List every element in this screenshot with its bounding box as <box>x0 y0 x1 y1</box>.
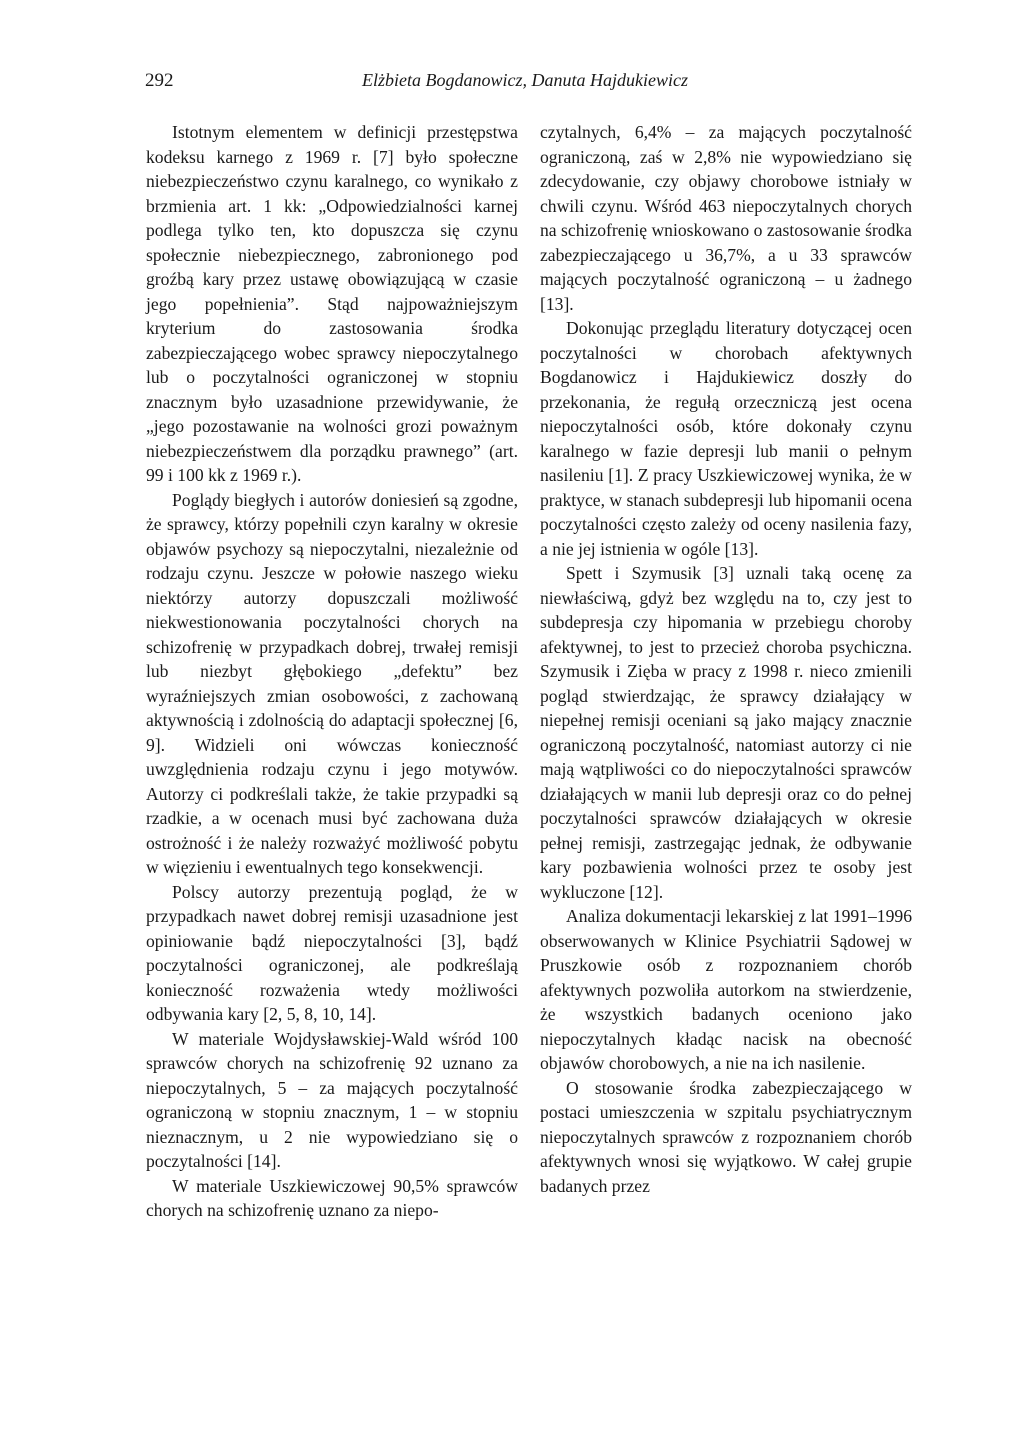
paragraph: Analiza dokumentacji lekarskiej z lat 1991–1996 obserwowanych w Klinice Psychiatrii Sądowej w Pruszkowie osób z rozpoznaniem chorób afektywnych pozwoliła autorkom na stwierdzenie, że wszystkich badanych oceniono jako niepoczytalnych kładąc nacisk na obecność objawów chorobowych, a nie na ich nasilenie. <box>540 906 912 1073</box>
paragraph: Dokonując przeglądu literatury dotyczącej ocen poczytalności w chorobach afektywnych Bogdanowicz i Hajdukiewicz doszły do przekonania, że regułą orzeczniczą jest ocena niepoczytalności osób, które dokonały czynu karalnego w fazie depresji lub manii o pełnym nasileniu [1]. Z pracy Uszkiewiczowej wynika, że w praktyce, w stanach subdepresji lub hipomanii ocena poczytalności często zależy od oceny nasilenia fazy, a nie jej istnienia w ogóle [13]. <box>540 318 912 559</box>
left-column <box>146 120 518 1223</box>
paragraph: Istotnym elementem w definicji przestępstwa kodeksu karnego z 1969 r. [7] było społeczne niebezpieczeństwo czynu karalnego, co wynikało z brzmienia art. 1 kk: „Odpowiedzialności karnej podlega tylko ten, kto dopuszcza się czynu społecznie niebezpiecznego, zabronionego pod groźbą kary przez ustawę obowiązującą w czasie jego popełnienia”. Stąd najpoważniejszym kryterium do zastosowania środka zabezpieczającego wobec sprawcy niepoczytalnego lub o poczytalności ograniczonej w stopniu znacznym było uzasadnione przewidywanie, że „jego pozostawanie na wolności grozi poważnym niebezpieczeństwem dla porządku prawnego” (art. 99 i 100 kk z 1969 r.). <box>146 122 518 485</box>
page-number: 292 <box>145 70 174 91</box>
page-header <box>145 70 905 100</box>
paragraph: Poglądy biegłych i autorów doniesień są zgodne, że sprawcy, którzy popełnili czyn karalny w okresie objawów psychozy są niepoczytalni, niezależnie od rodzaju czynu. Jeszcze w połowie naszego wieku niektórzy autorzy dopuszczali możliwość niekwestionowania poczytalności chorych na schizofrenię w przypadkach dobrej, trwałej remisji lub niezbyt głębokiego „defektu” bez wyraźniejszych zmian osobowości, z zachowaną aktywnością i zdolnością do adaptacji społecznej [6, 9]. Widzieli oni wówczas konieczność uwzględnienia rodzaju czynu i jego motywów. Autorzy ci podkreślali także, że takie przypadki są rzadkie, a w ocenach musi być zachowana duża ostrożność i że należy rozważyć możliwość pobytu w więzieniu i ewentualnych tego konsekwencji. <box>146 489 518 877</box>
right-column <box>540 120 912 1198</box>
paragraph: O stosowanie środka zabezpieczającego w postaci umieszczenia w szpitalu psychiatrycznym niepoczytalnych sprawców z rozpoznaniem chorób afektywnych wnosi się wyjątkowo. W całej grupie badanych przez <box>540 1077 912 1196</box>
paragraph: Spett i Szymusik [3] uznali taką ocenę za niewłaściwą, gdyż bez względu na to, czy jest to subdepresja czy hipomania w przebiegu choroby afektywnej, to jest to przecież choroba psychiczna. Szymusik i Zięba w pracy z 1998 r. nieco zmienili pogląd stwierdzając, że sprawcy działający w niepełnej remisji oceniani są jako mający znacznie ograniczoną poczytalność, natomiast autorzy ci nie mają wątpliwości co do niepoczytalności sprawców działających w manii lub depresji oraz co do pełnej poczytalności sprawców działających w okresie pełnej remisji, zastrzegając jednak, że odbywanie kary pozbawienia wolności przez te osoby jest wykluczone [12]. <box>540 563 912 902</box>
paragraph: czytalnych, 6,4% – za mających poczytalność ograniczoną, zaś w 2,8% nie wypowiedziano się zdecydowanie, czy objawy chorobowe istniały w chwili czynu. Wśród 463 niepoczytalnych chorych na schizofrenię wnioskowano o zastosowanie środka zabezpieczającego u 36,7%, a u 33 sprawców mających poczytalność ograniczoną – u żadnego [13]. <box>540 122 912 314</box>
paragraph: Polscy autorzy prezentują pogląd, że w przypadkach nawet dobrej remisji uzasadnione jest opiniowanie bądź niepoczytalności [3], bądź poczytalności ograniczonej, ale podkreślają konieczność rozważenia wtedy możliwości odbywania kary [2, 5, 8, 10, 14]. <box>146 881 518 1024</box>
paragraph: W materiale Wojdysławskiej-Wald wśród 100 sprawców chorych na schizofrenię 92 uznano za niepoczytalnych, 5 – za mających poczytalność ograniczoną w stopniu znacznym, 1 – w stopniu nieznacznym, u 2 nie wypowiedziano się o poczytalności [14]. <box>146 1028 518 1171</box>
paragraph: W materiale Uszkiewiczowej 90,5% sprawców chorych na schizofrenię uznano za niepo- <box>146 1175 518 1220</box>
running-head-authors: Elżbieta Bogdanowicz, Danuta Hajdukiewicz <box>362 70 688 90</box>
